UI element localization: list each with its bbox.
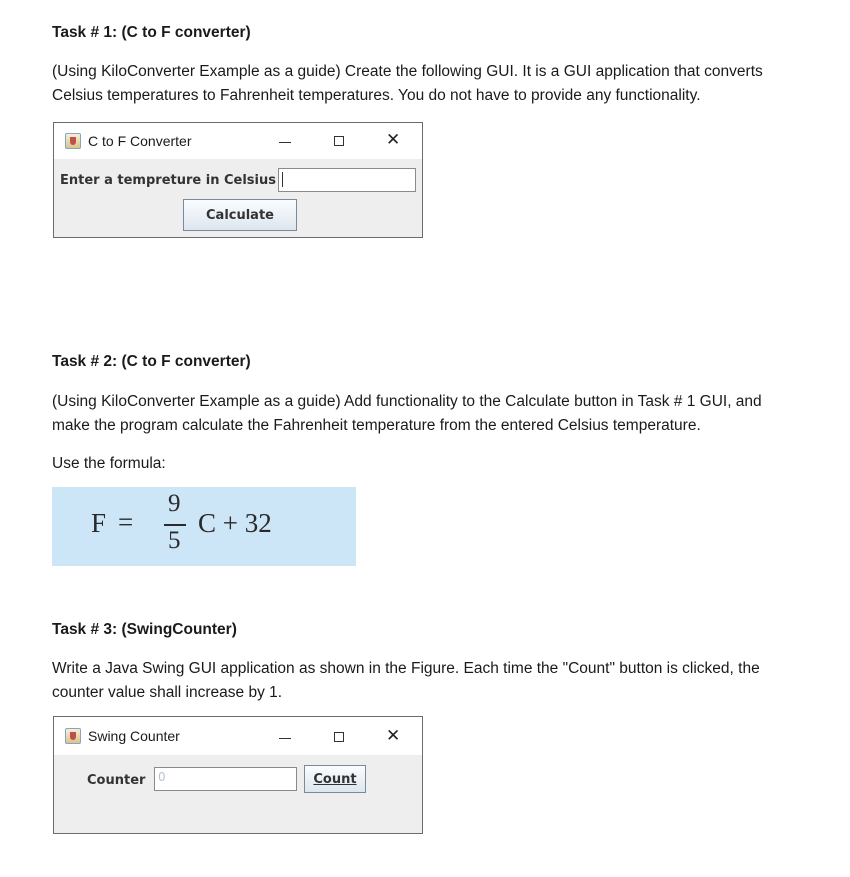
java-app-icon [65, 133, 81, 149]
close-icon[interactable]: ✕ [386, 130, 401, 149]
counter-label: Counter [87, 773, 146, 788]
task1-description-line2: Celsius temperatures to Fahrenheit temperatures. You do not have to provide any functionality. [52, 87, 701, 104]
task1-description [52, 60, 832, 108]
task3-description-line1: Write a Java Swing GUI application as shown in the Figure. Each time the "Count" button is clicked, the [52, 660, 760, 677]
count-button[interactable]: Count [304, 765, 366, 793]
task2-title: Task # 2: (C to F converter) [52, 353, 251, 370]
task2-description-line1: (Using KiloConverter Example as a guide) Add functionality to the Calculate button in Task # 1 GUI, and [52, 393, 762, 410]
text-caret [282, 172, 283, 187]
formula-intro: Use the formula: [52, 455, 166, 472]
task3-description [52, 657, 832, 705]
formula-numerator: 9 [168, 490, 181, 517]
window-title: Swing Counter [88, 728, 180, 744]
task2-description-line2: make the program calculate the Fahrenheit temperature from the entered Celsius temperature. [52, 417, 701, 434]
c-to-f-converter-window [53, 122, 423, 238]
minimize-icon[interactable] [279, 142, 291, 143]
counter-value: 0 [158, 770, 166, 784]
task2-description [52, 390, 832, 438]
minimize-icon[interactable] [279, 738, 291, 739]
window-titlebar [54, 123, 422, 159]
celsius-input[interactable] [278, 168, 416, 192]
task3-description-line2: counter value shall increase by 1. [52, 684, 283, 701]
fraction-bar [164, 524, 186, 526]
maximize-icon[interactable] [334, 732, 344, 742]
maximize-icon[interactable] [334, 136, 344, 146]
java-app-icon [65, 728, 81, 744]
formula-rhs: C + 32 [198, 508, 272, 538]
formula-lhs: F [91, 508, 107, 538]
formula-denominator: 5 [168, 527, 181, 554]
formula-image [52, 487, 356, 566]
window-title: C to F Converter [88, 133, 192, 149]
task3-title: Task # 3: (SwingCounter) [52, 621, 237, 638]
close-icon[interactable]: ✕ [386, 726, 401, 745]
formula-equals: = [118, 507, 134, 537]
celsius-label: Enter a tempreture in Celsius [60, 173, 276, 188]
swing-counter-window [53, 716, 423, 834]
task1-title: Task # 1: (C to F converter) [52, 24, 251, 41]
counter-field [154, 767, 297, 791]
calculate-button[interactable]: Calculate [183, 199, 297, 231]
window-titlebar [54, 717, 422, 755]
task1-description-line1: (Using KiloConverter Example as a guide) Create the following GUI. It is a GUI application that converts [52, 63, 763, 80]
